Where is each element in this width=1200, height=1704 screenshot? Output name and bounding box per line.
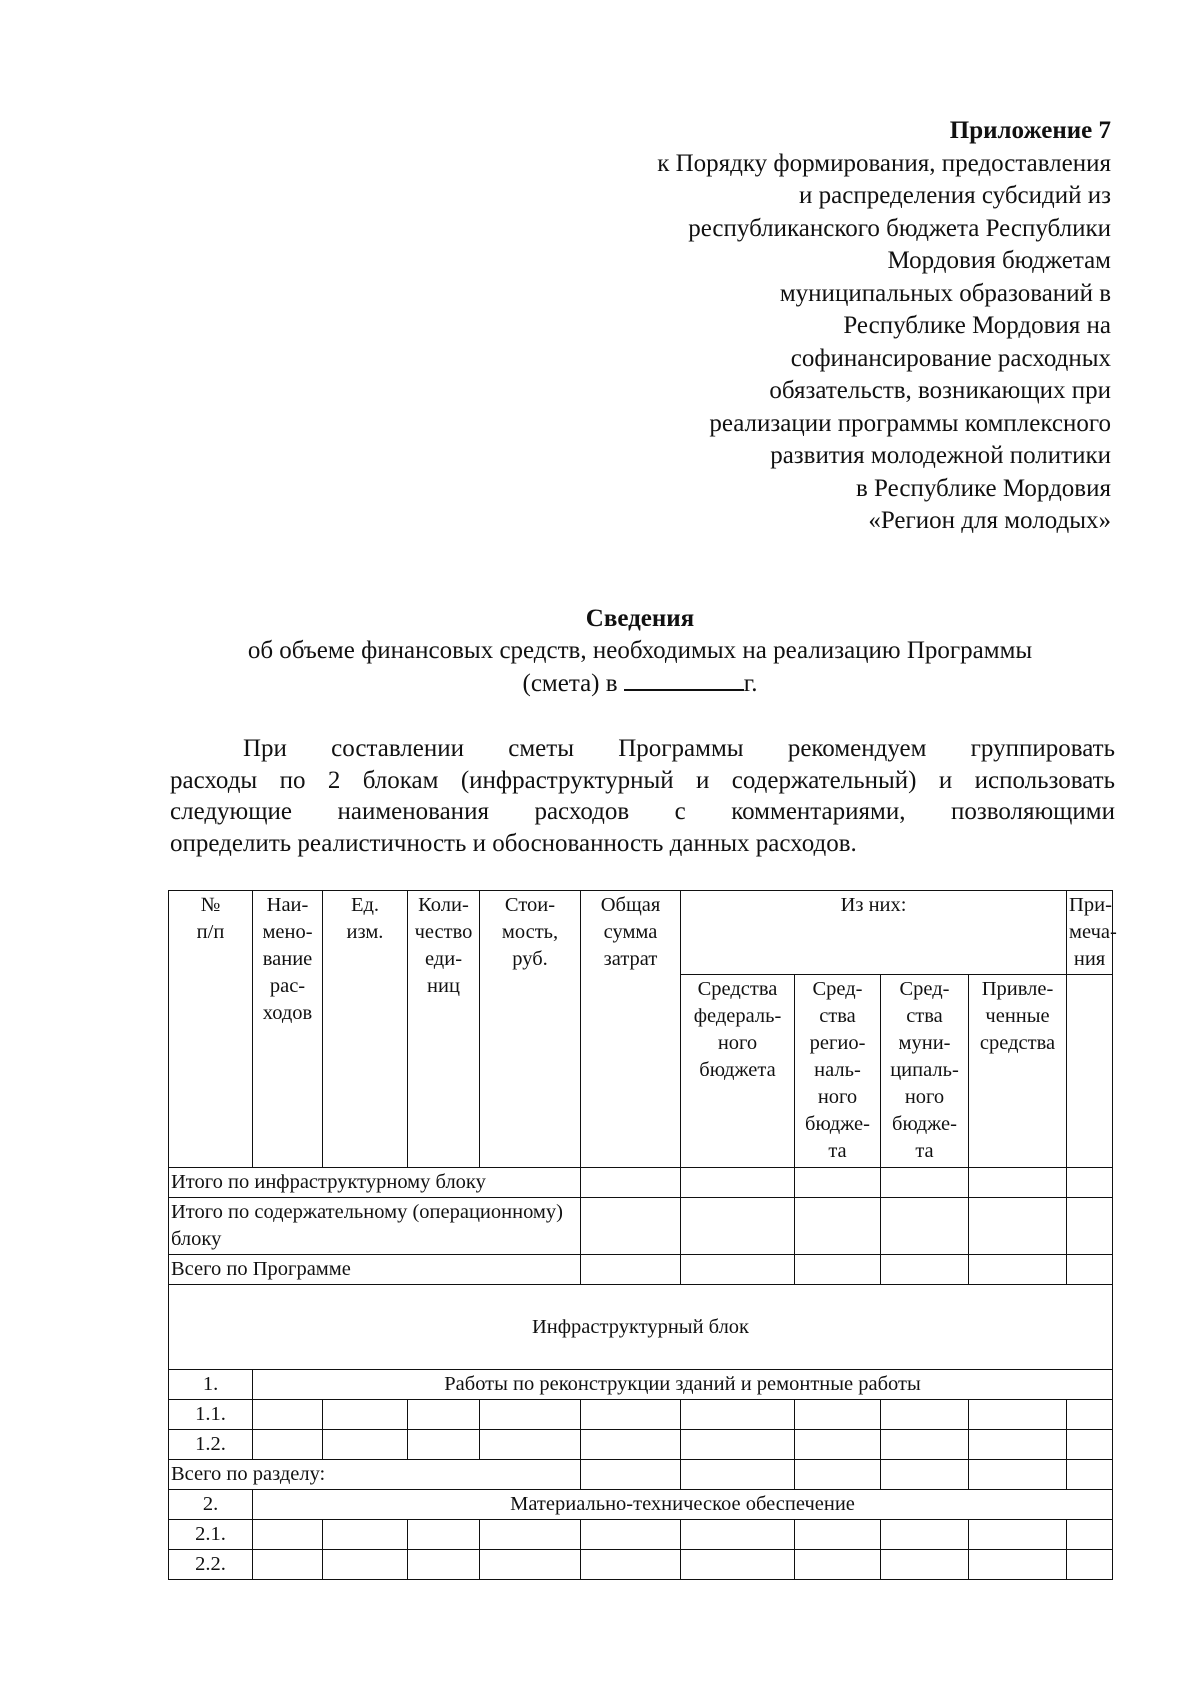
header-line: Стои- — [504, 894, 556, 916]
header-line: ния — [1073, 948, 1106, 970]
section-title: Работы по реконструкции зданий и ремонтные работы — [253, 1370, 1113, 1400]
appendix-line: «Регион для молодых» — [868, 507, 1111, 534]
header-line: рас- — [269, 975, 306, 997]
header-line: Ед. — [350, 894, 380, 916]
cell — [408, 1550, 480, 1580]
header-quantity — [408, 891, 480, 1168]
header-line: муни- — [898, 1032, 951, 1054]
document-subtitle: об объеме финансовых средств, необходимых на реализацию Программы — [247, 637, 1033, 664]
cell — [795, 1550, 881, 1580]
cell — [881, 1430, 969, 1460]
paragraph-line: определить реалистичность и обоснованность данных расходов. — [170, 829, 857, 857]
header-municipal — [881, 975, 969, 1168]
cell — [408, 1400, 480, 1430]
header-line: ходов — [262, 1002, 313, 1024]
cell — [581, 1198, 681, 1255]
year-blank-field — [624, 667, 744, 691]
appendix-line: развития молодежной политики — [770, 442, 1111, 469]
cell — [681, 1430, 795, 1460]
cell — [581, 1460, 681, 1490]
header-line: бюдже- — [805, 1113, 870, 1135]
appendix-line: муниципальных образований в — [779, 279, 1111, 307]
header-line: Сред- — [899, 978, 950, 1000]
table-row — [169, 1520, 1113, 1550]
cell — [681, 1255, 795, 1285]
header-line: бюджета — [699, 1059, 776, 1081]
cell — [581, 1255, 681, 1285]
row-num: 1.1. — [169, 1400, 253, 1430]
cell — [323, 1550, 408, 1580]
year-line — [0, 667, 1200, 700]
cell — [480, 1550, 581, 1580]
header-line: регио- — [809, 1032, 866, 1054]
header-line: Сред- — [812, 978, 863, 1000]
cell — [323, 1430, 408, 1460]
header-line: чество — [414, 921, 473, 943]
row-num: 2.1. — [169, 1520, 253, 1550]
cell — [881, 1550, 969, 1580]
intro-paragraph — [170, 733, 1115, 859]
cell — [581, 1400, 681, 1430]
row-num: 2.2. — [169, 1550, 253, 1580]
section-total-label: Всего по разделу: — [169, 1460, 581, 1490]
paragraph-line: При составлении сметы Программы рекомендуем группировать — [243, 735, 1115, 762]
header-line: средства — [979, 1032, 1056, 1054]
total-content-label: Итого по содержательному (операционному) блоку — [169, 1198, 581, 1255]
total-program-row — [169, 1255, 1113, 1285]
header-line: та — [828, 1140, 847, 1162]
section-row — [169, 1370, 1113, 1400]
header-line: наль- — [814, 1059, 861, 1081]
cell — [795, 1520, 881, 1550]
cell — [1067, 1400, 1113, 1430]
header-line: Коли- — [418, 894, 469, 916]
cell — [681, 1168, 795, 1198]
cell — [1067, 1168, 1113, 1198]
header-line: федераль- — [693, 1005, 782, 1027]
appendix-line: Мордовия бюджетам — [887, 247, 1111, 274]
cell — [881, 1520, 969, 1550]
cell — [681, 1550, 795, 1580]
cell — [681, 1460, 795, 1490]
document-title: Сведения — [585, 605, 695, 632]
header-line: п/п — [196, 921, 225, 943]
total-infra-row — [169, 1168, 1113, 1198]
appendix-line: республиканского бюджета Республики — [688, 214, 1111, 242]
appendix-line: в Республике Мордовия — [856, 474, 1111, 502]
year-line-prefix: (смета) в — [522, 670, 618, 697]
header-note — [1067, 891, 1117, 975]
cell — [795, 1400, 881, 1430]
row-num: 1.2. — [169, 1430, 253, 1460]
appendix-line: Республике Мордовия на — [843, 312, 1111, 339]
cell — [795, 1255, 881, 1285]
header-line: сумма — [603, 921, 658, 943]
cell — [253, 1550, 323, 1580]
header-line: бюдже- — [892, 1113, 957, 1135]
cell — [795, 1168, 881, 1198]
block-title-row — [169, 1285, 1113, 1370]
cell — [323, 1400, 408, 1430]
header-note-empty — [1067, 975, 1113, 1168]
paragraph-line: расходы по 2 блокам (инфраструктурный и содержательный) и использовать — [170, 766, 1115, 794]
header-line: ства — [906, 1005, 943, 1027]
cell — [881, 1168, 969, 1198]
header-line: Наи- — [266, 894, 309, 916]
cell — [1067, 1550, 1113, 1580]
cell — [581, 1520, 681, 1550]
appendix-line: и распределения субсидий из — [799, 182, 1111, 209]
header-line: мено- — [262, 921, 313, 943]
cell — [969, 1550, 1067, 1580]
header-line: ченные — [985, 1005, 1050, 1027]
cell — [581, 1168, 681, 1198]
header-line: руб. — [512, 948, 548, 970]
cell — [969, 1255, 1067, 1285]
header-line: Средства — [697, 978, 778, 1000]
appendix-title: Приложение 7 — [949, 117, 1111, 144]
header-line: ства — [819, 1005, 856, 1027]
cell — [795, 1460, 881, 1490]
header-line: ного — [817, 1086, 858, 1108]
appendix-line: обязательств, возникающих при — [769, 377, 1111, 404]
cell — [253, 1430, 323, 1460]
header-line: ниц — [427, 975, 460, 997]
table-row — [169, 1400, 1113, 1430]
cell — [323, 1520, 408, 1550]
header-line: еди- — [424, 948, 463, 970]
table-row — [169, 1430, 1113, 1460]
cell — [969, 1520, 1067, 1550]
cell — [1067, 1430, 1113, 1460]
cell — [795, 1198, 881, 1255]
header-regional — [795, 975, 881, 1168]
header-cost — [480, 891, 581, 1168]
cell — [881, 1198, 969, 1255]
header-num — [169, 891, 253, 1168]
cell — [253, 1520, 323, 1550]
header-line: Привле- — [981, 978, 1054, 1000]
header-line: затрат — [603, 948, 658, 970]
cell — [1067, 1255, 1113, 1285]
header-line: изм. — [346, 921, 384, 943]
header-line: ного — [717, 1032, 758, 1054]
header-line: ного — [904, 1086, 945, 1108]
section-num: 1. — [169, 1370, 253, 1400]
year-line-suffix: г. — [743, 670, 758, 697]
estimate-table — [168, 890, 1117, 1580]
cell — [581, 1430, 681, 1460]
header-federal — [681, 975, 795, 1168]
cell — [480, 1400, 581, 1430]
table-row — [169, 1550, 1113, 1580]
cell — [795, 1430, 881, 1460]
cell — [681, 1400, 795, 1430]
appendix-block — [551, 115, 1111, 538]
section-row — [169, 1490, 1113, 1520]
cell — [881, 1400, 969, 1430]
cell — [253, 1400, 323, 1430]
cell — [681, 1520, 795, 1550]
cell — [1067, 1520, 1113, 1550]
cell — [480, 1430, 581, 1460]
header-line: Общая — [600, 894, 661, 916]
header-line: вание — [262, 948, 313, 970]
section-num: 2. — [169, 1490, 253, 1520]
header-line: мость, — [501, 921, 559, 943]
header-total — [581, 891, 681, 1168]
header-row — [169, 891, 1113, 975]
header-line: ципаль- — [890, 1059, 959, 1081]
cell — [881, 1255, 969, 1285]
cell — [581, 1550, 681, 1580]
cell — [969, 1460, 1067, 1490]
cell — [1067, 1460, 1113, 1490]
block-title: Инфраструктурный блок — [169, 1285, 1113, 1370]
header-line: меча- — [1069, 921, 1117, 943]
appendix-line: к Порядку формирования, предоставления — [657, 149, 1111, 177]
cell — [969, 1430, 1067, 1460]
header-line: № — [200, 894, 221, 916]
cell — [480, 1520, 581, 1550]
appendix-line: софинансирование расходных — [790, 344, 1111, 372]
cell — [681, 1198, 795, 1255]
document-heading — [0, 603, 1200, 700]
header-line: та — [915, 1140, 934, 1162]
header-of-them: Из них: — [681, 891, 1067, 975]
cell — [881, 1460, 969, 1490]
cell — [969, 1198, 1067, 1255]
total-program-label: Всего по Программе — [169, 1255, 581, 1285]
total-content-row — [169, 1198, 1113, 1255]
section-total-row — [169, 1460, 1113, 1490]
total-infra-label: Итого по инфраструктурному блоку — [169, 1168, 581, 1198]
header-line: При- — [1069, 894, 1112, 916]
cell — [408, 1520, 480, 1550]
cell — [969, 1168, 1067, 1198]
paragraph-line: следующие наименования расходов с комментариями, позволяющими — [170, 798, 1115, 825]
cell — [408, 1430, 480, 1460]
cell — [1067, 1198, 1113, 1255]
cell — [969, 1400, 1067, 1430]
header-unit — [323, 891, 408, 1168]
header-name — [253, 891, 323, 1168]
section-title: Материально-техническое обеспечение — [253, 1490, 1113, 1520]
header-attracted — [969, 975, 1067, 1168]
appendix-line: реализации программы комплексного — [709, 409, 1111, 437]
